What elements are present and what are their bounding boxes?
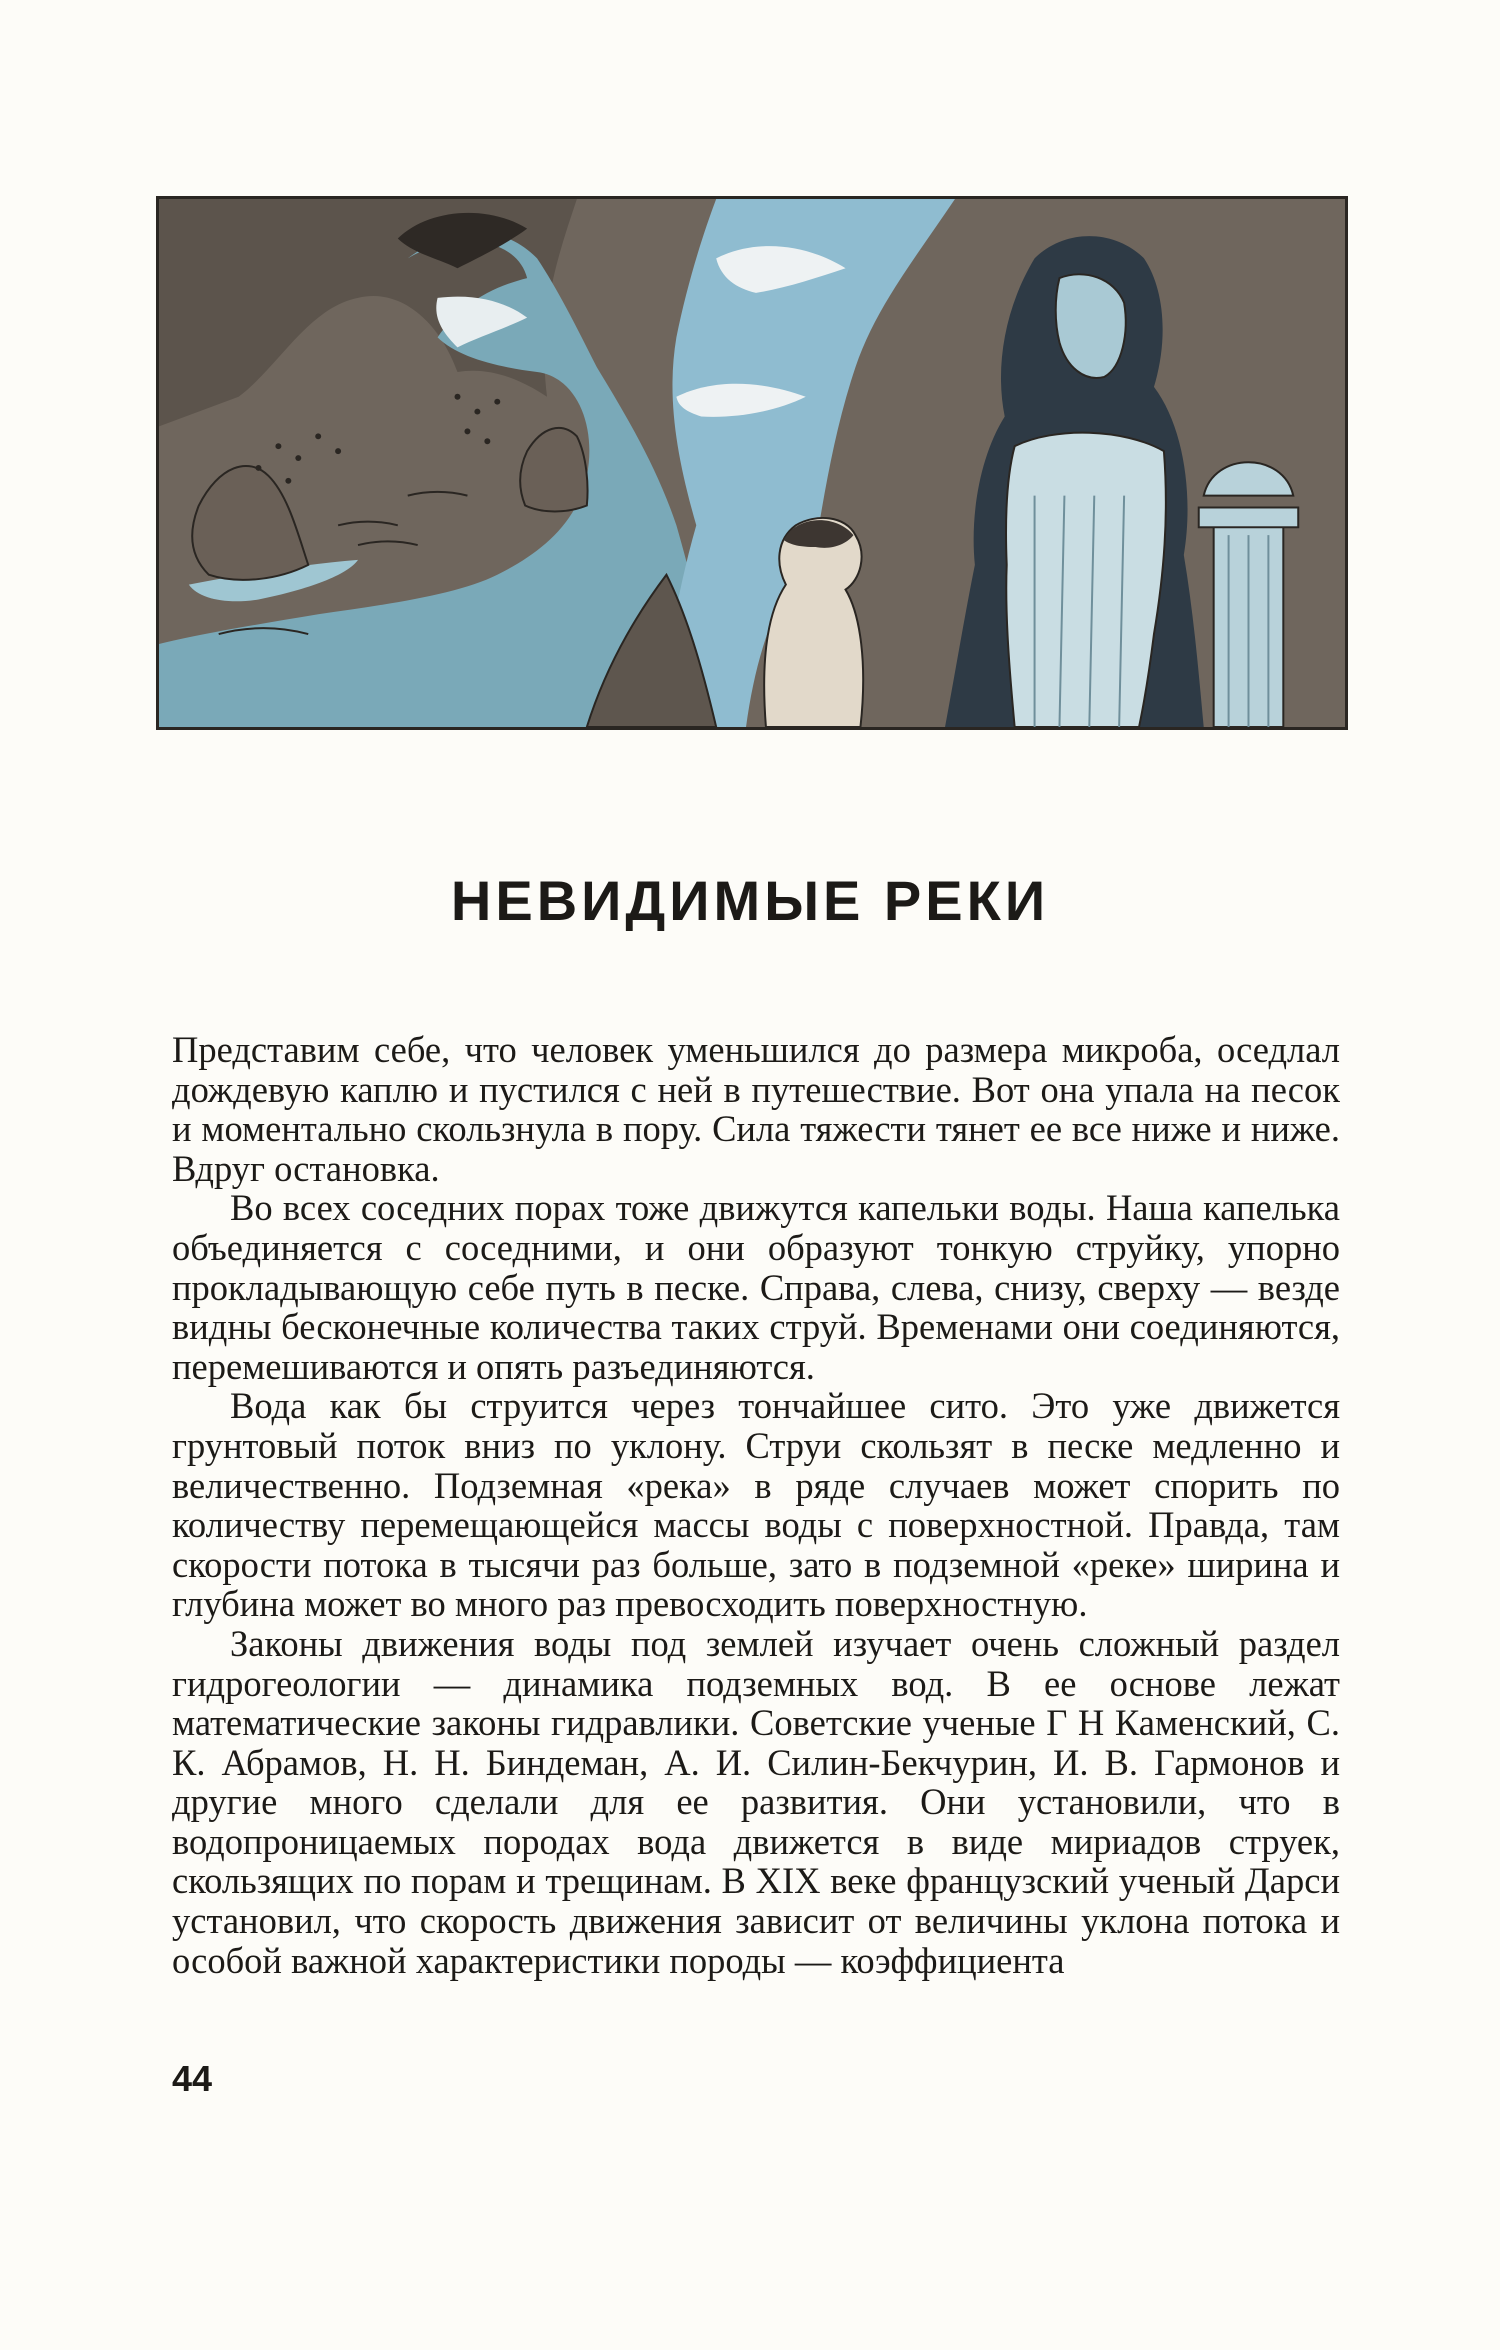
paragraph: Представим себе, что человек уменьшился до размера микроба, оседлал дождевую каплю и пустился с ней в путешествие. Вот она упала на песок и моментально скользнула в пору. Сила тяжести тянет ее все ниже и ниже. Вдруг остановка. bbox=[172, 1029, 1340, 1189]
paragraph: Вода как бы струится через тончайшее сито. Это уже движется грунтовый поток вниз по уклону. Струи скользят в песке медленно и величественно. Подземная «река» в ряде случаев может спорить по количеству перемещающейся массы воды с поверхностной. Правда, там скорости потока в тысячи раз больше, зато в подземной «реке» ширина и глубина может во много раз превосходить поверхностную. bbox=[172, 1385, 1340, 1625]
page-title: НЕВИДИМЫЕ РЕКИ bbox=[450, 869, 1050, 932]
chapter-illustration bbox=[156, 196, 1348, 730]
page-number: 44 bbox=[172, 2058, 213, 2099]
paragraph: Законы движения воды под землей изучает очень сложный раздел гидрогеологии — динамика подземных вод. В ее основе лежат математические законы гидравлики. Советские ученые Г Н Каменский, С. К. Абрамов, Н. Н. Биндеман, А. И. Силин-Бекчурин, И. В. Гармонов и другие много сделали для ее развития. Они установили, что в водопроницаемых породах вода движется в виде мириадов струек, скользящих по порам и трещинам. В XIX веке французский ученый Дарси установил, что скорость движения зависит от величины уклона потока и особой важной характеристики породы — коэффициента bbox=[172, 1622, 1340, 1981]
cave-river-goddess-illustration-icon bbox=[159, 199, 1345, 727]
body-text bbox=[172, 1030, 1340, 1980]
paragraph: Во всех соседних порах тоже движутся капельки воды. Наша капелька объединяется с соседними, и они образуют тонкую струйку, упорно прокладывающую себе путь в песке. Справа, слева, снизу, сверху — везде видны бесконечные количества таких струй. Временами они соединяются, перемешиваются и опять разъединяются. bbox=[172, 1187, 1340, 1387]
